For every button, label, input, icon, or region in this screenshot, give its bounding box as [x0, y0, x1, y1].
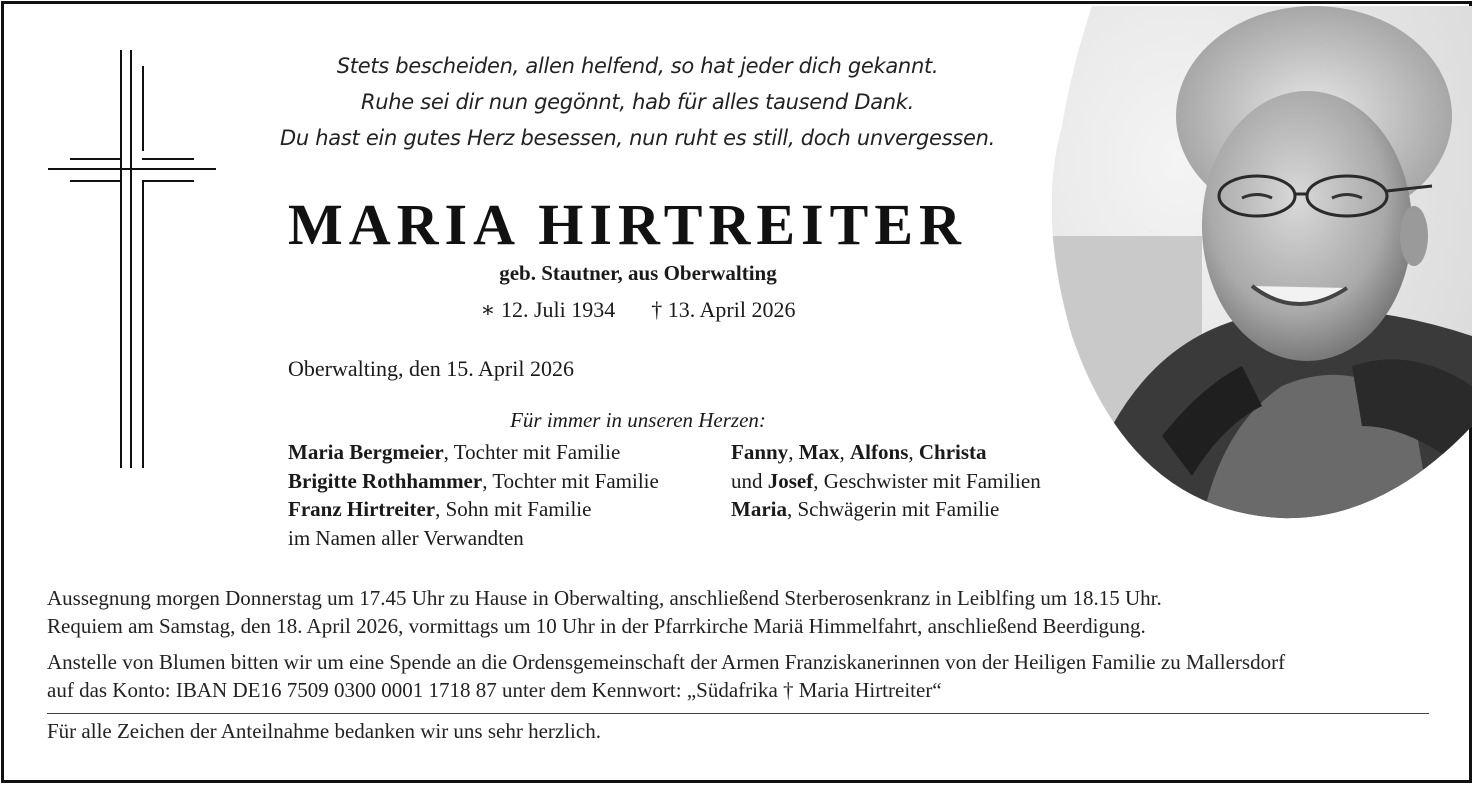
forever-heading: Für immer in unseren Herzen: — [510, 408, 766, 432]
cross-icon — [48, 44, 218, 474]
mourner-line: Maria, Schwägerin mit Familie — [731, 497, 1000, 521]
poem-line: Ruhe sei dir nun gegönnt, hab für alles tausend Dank. — [360, 90, 915, 114]
donation-info — [47, 648, 1285, 704]
mourner-line: Brigitte Rothhammer, Tochter mit Familie — [288, 468, 659, 493]
mourners-left — [288, 438, 659, 552]
life-dates — [288, 297, 988, 323]
mourner-line: Fanny, Max, Alfons, Christa — [731, 440, 987, 464]
portrait-photo — [1052, 6, 1472, 521]
ceremony-info — [47, 584, 1162, 640]
mourner-line: und Josef, Geschwister mit Familien — [731, 468, 1041, 493]
info-line: Anstelle von Blumen bitten wir um eine Spende an die Ordensgemeinschaft der Armen Franziskanerinnen von der Heiligen Familie zu Mallersdorf — [47, 650, 1286, 674]
place-date: Oberwalting, den 15. April 2026 — [288, 356, 574, 381]
info-line: Requiem am Samstag, den 18. April 2026, vormittags um 10 Uhr in der Pfarrkirche Mariä Himmelfahrt, anschließend Beerdigung. — [47, 614, 1146, 638]
memorial-poem — [280, 48, 995, 156]
death-date: † 13. April 2026 — [651, 297, 796, 322]
maiden-name: geb. Stautner, aus Oberwalting — [499, 261, 777, 285]
poem-line: Du hast ein gutes Herz besessen, nun ruht es still, doch unvergessen. — [280, 126, 995, 150]
mourner-line: Maria Bergmeier, Tochter mit Familie — [288, 440, 621, 464]
info-line: auf das Konto: IBAN DE16 7509 0300 0001 1718 87 unter dem Kennwort: „Südafrika † Maria Hirtreiter“ — [47, 678, 942, 702]
thanks-text: Für alle Zeichen der Anteilnahme bedanken wir uns sehr herzlich. — [47, 719, 601, 743]
info-line: Aussegnung morgen Donnerstag um 17.45 Uhr zu Hause in Oberwalting, anschließend Sterberosenkranz in Leiblfing um 18.15 Uhr. — [47, 586, 1162, 610]
poem-line: Stets bescheiden, allen helfend, so hat jeder dich gekannt. — [336, 54, 939, 78]
mourners-right — [731, 438, 1041, 524]
deceased-name: MARIA HIRTREITER — [288, 192, 967, 257]
divider — [47, 713, 1429, 714]
mourner-line: im Namen aller Verwandten — [288, 525, 524, 550]
mourner-line: Franz Hirtreiter, Sohn mit Familie — [288, 497, 592, 521]
birth-date: ∗ 12. Juli 1934 — [480, 297, 616, 322]
